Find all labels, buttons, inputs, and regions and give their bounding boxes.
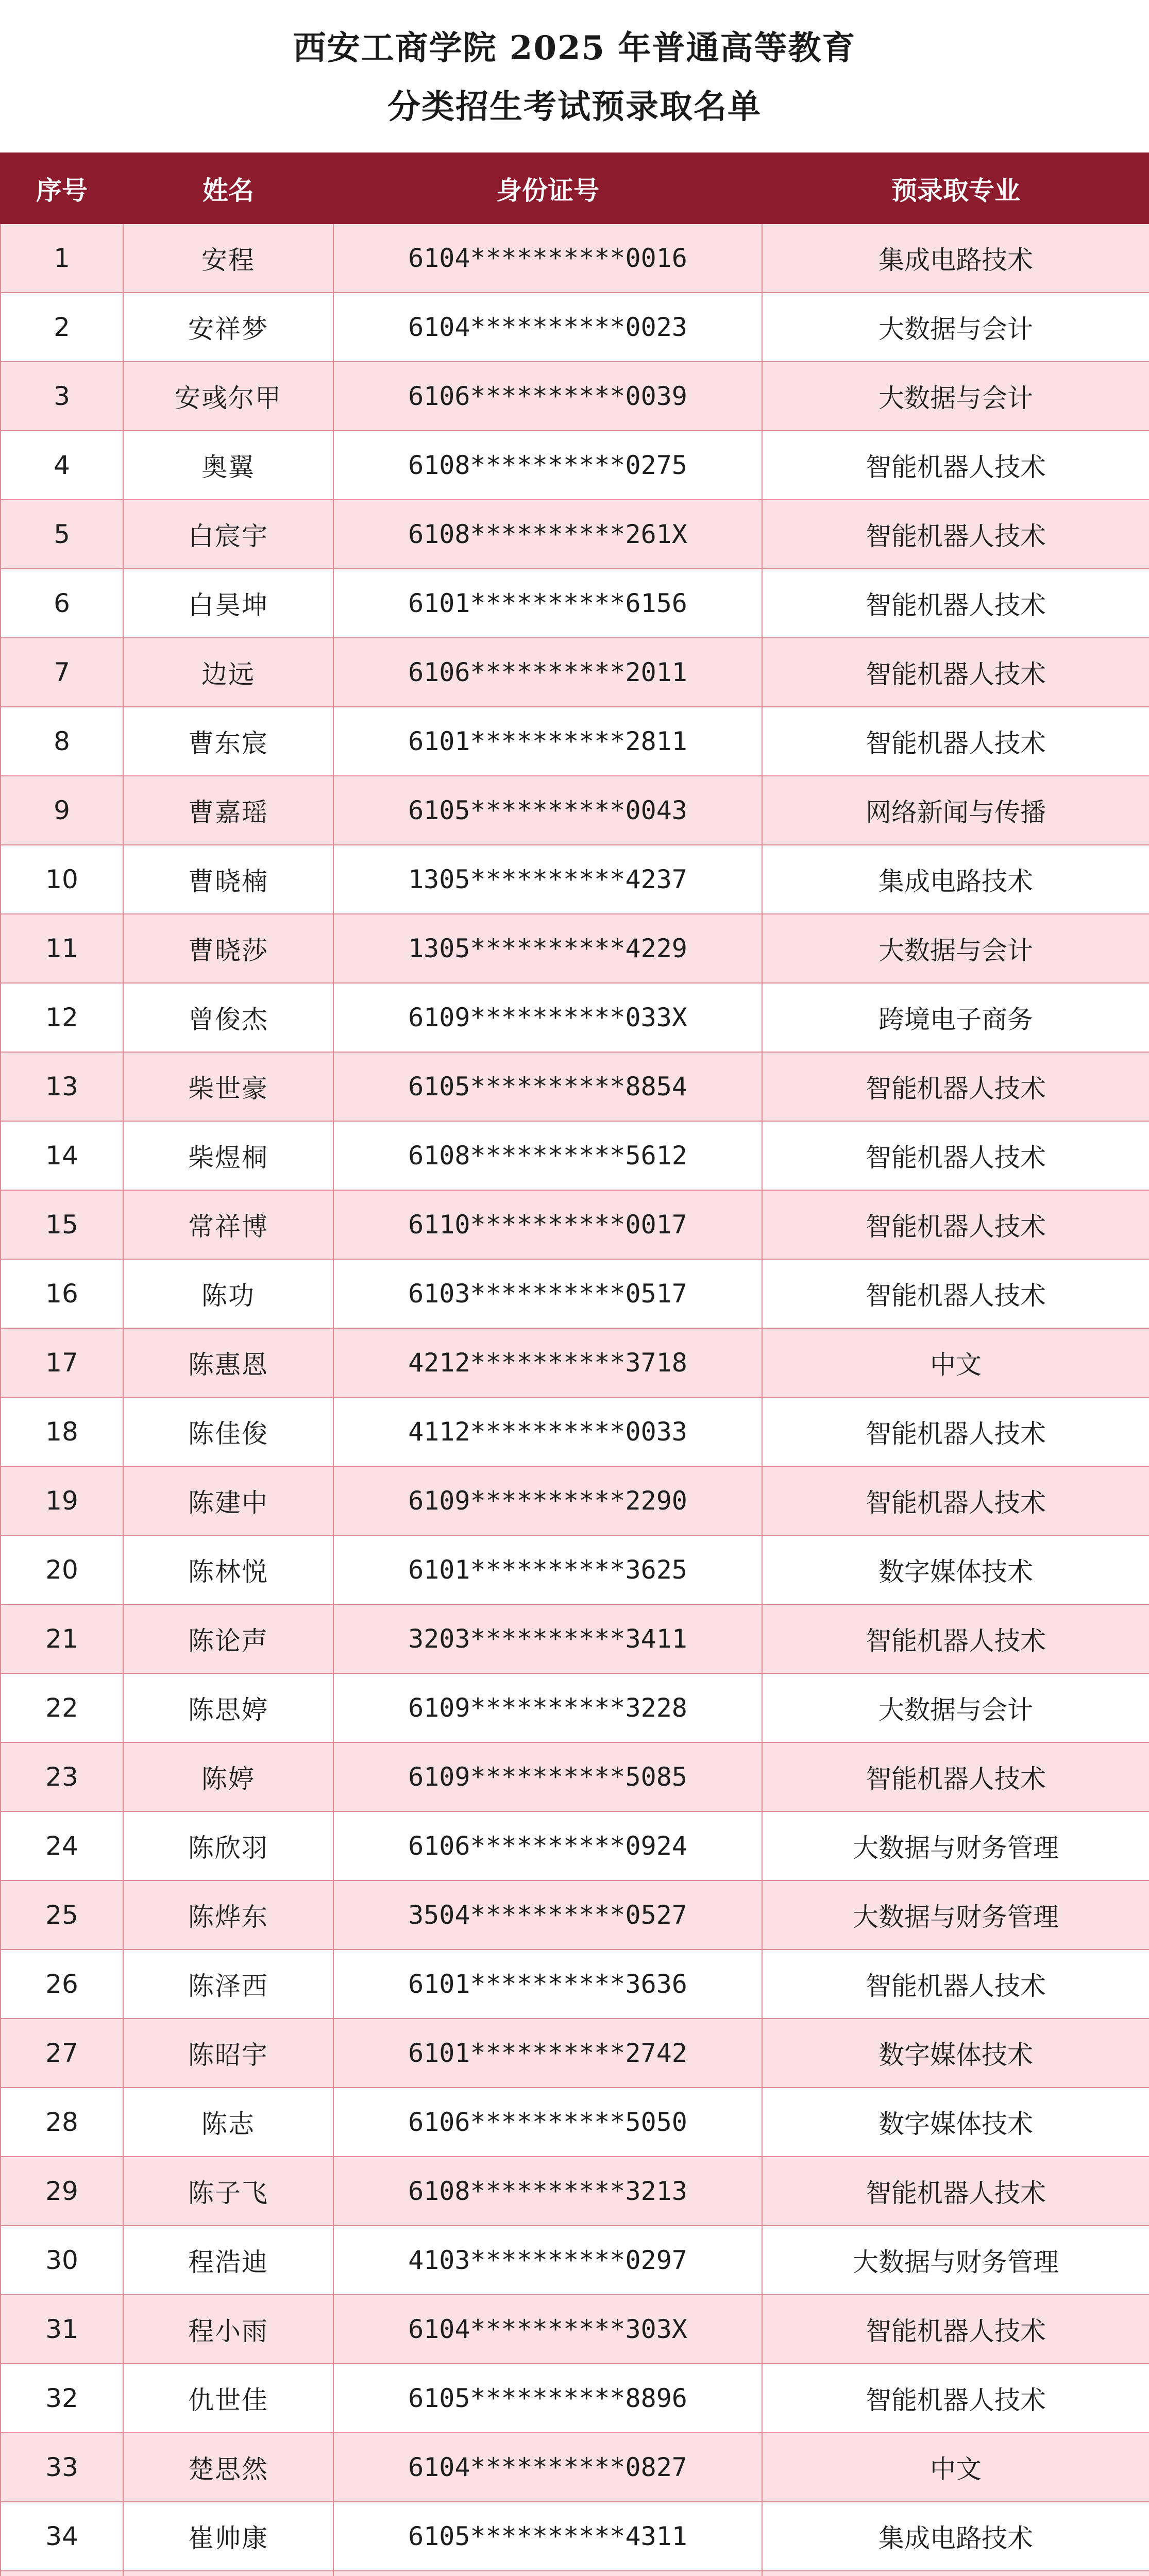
cell-name: 曾俊杰 <box>123 983 333 1052</box>
table-row <box>1 362 1149 431</box>
cell-major: 智能机器人技术 <box>762 2157 1149 2226</box>
cell-id-number <box>333 2571 762 2576</box>
cell-major: 数字媒体技术 <box>762 1535 1149 1604</box>
table-row <box>1 2226 1149 2295</box>
header-serial-number: 序号 <box>1 153 123 224</box>
table-row <box>1 2571 1149 2576</box>
table-row <box>1 1950 1149 2019</box>
table-row <box>1 914 1149 983</box>
cell-name: 楚思然 <box>123 2433 333 2502</box>
table-row <box>1 1397 1149 1466</box>
cell-id-number: 6108**********5612 <box>333 1121 762 1190</box>
cell-name: 陈惠恩 <box>123 1328 333 1397</box>
cell-id-number: 1305**********4229 <box>333 914 762 983</box>
cell-major: 智能机器人技术 <box>762 431 1149 500</box>
page-title-line-1: 西安工商学院 2025 年普通高等教育 <box>293 29 856 67</box>
cell-major: 智能机器人技术 <box>762 1742 1149 1811</box>
cell-serial-number: 12 <box>1 983 123 1052</box>
cell-name: 陈佳俊 <box>123 1397 333 1466</box>
table-row <box>1 500 1149 569</box>
cell-name: 曹嘉瑶 <box>123 776 333 845</box>
cell-serial-number: 34 <box>1 2502 123 2571</box>
cell-id-number: 6101**********2811 <box>333 707 762 776</box>
cell-id-number: 6109**********5085 <box>333 1742 762 1811</box>
cell-serial-number: 7 <box>1 638 123 707</box>
cell-major: 大数据与财务管理 <box>762 2226 1149 2295</box>
cell-major: 中文 <box>762 1328 1149 1397</box>
cell-name: 白宸宇 <box>123 500 333 569</box>
cell-name: 陈功 <box>123 1259 333 1328</box>
cell-name: 曹晓莎 <box>123 914 333 983</box>
cell-id-number: 6105**********8854 <box>333 1052 762 1121</box>
header-name: 姓名 <box>123 153 333 224</box>
title-block <box>0 0 1149 152</box>
table-row <box>1 2157 1149 2226</box>
cell-id-number: 6105**********0043 <box>333 776 762 845</box>
cell-major: 智能机器人技术 <box>762 500 1149 569</box>
cell-serial-number: 20 <box>1 1535 123 1604</box>
cell-name: 陈昭宇 <box>123 2019 333 2088</box>
cell-major: 智能机器人技术 <box>762 1052 1149 1121</box>
cell-serial-number: 26 <box>1 1950 123 2019</box>
cell-serial-number: 33 <box>1 2433 123 2502</box>
cell-major: 大数据与会计 <box>762 293 1149 362</box>
table-row <box>1 776 1149 845</box>
cell-serial-number: 4 <box>1 431 123 500</box>
table-row <box>1 1742 1149 1811</box>
cell-name: 崔帅康 <box>123 2502 333 2571</box>
cell-serial-number: 8 <box>1 707 123 776</box>
cell-name: 安祥梦 <box>123 293 333 362</box>
cell-name: 陈泽西 <box>123 1950 333 2019</box>
cell-major: 中文 <box>762 2433 1149 2502</box>
cell-id-number: 6104**********0023 <box>333 293 762 362</box>
table-row <box>1 983 1149 1052</box>
table-row <box>1 431 1149 500</box>
cell-id-number: 6101**********3625 <box>333 1535 762 1604</box>
cell-major: 智能机器人技术 <box>762 1121 1149 1190</box>
cell-serial-number <box>1 2571 123 2576</box>
cell-id-number: 6103**********0517 <box>333 1259 762 1328</box>
cell-major: 智能机器人技术 <box>762 1397 1149 1466</box>
table-row <box>1 638 1149 707</box>
cell-name: 陈婷 <box>123 1742 333 1811</box>
cell-name: 曹东宸 <box>123 707 333 776</box>
cell-major: 智能机器人技术 <box>762 2364 1149 2433</box>
cell-id-number: 6104**********0827 <box>333 2433 762 2502</box>
cell-major: 集成电路技术 <box>762 224 1149 293</box>
cell-name: 安彧尔甲 <box>123 362 333 431</box>
cell-major: 智能机器人技术 <box>762 707 1149 776</box>
cell-major: 集成电路技术 <box>762 2502 1149 2571</box>
cell-id-number: 6106**********0924 <box>333 1811 762 1880</box>
cell-serial-number: 11 <box>1 914 123 983</box>
cell-name: 陈思婷 <box>123 1673 333 1742</box>
table-row <box>1 1190 1149 1259</box>
cell-serial-number: 32 <box>1 2364 123 2433</box>
cell-name: 程浩迪 <box>123 2226 333 2295</box>
cell-major: 大数据与财务管理 <box>762 1811 1149 1880</box>
cell-name: 陈林悦 <box>123 1535 333 1604</box>
admission-table <box>0 152 1149 2576</box>
cell-serial-number: 10 <box>1 845 123 914</box>
cell-serial-number: 21 <box>1 1604 123 1673</box>
table-row <box>1 293 1149 362</box>
cell-major: 大数据与财务管理 <box>762 1880 1149 1950</box>
table-row <box>1 1052 1149 1121</box>
table-row <box>1 1811 1149 1880</box>
cell-id-number: 6110**********0017 <box>333 1190 762 1259</box>
cell-major: 智能机器人技术 <box>762 2295 1149 2364</box>
cell-name: 边远 <box>123 638 333 707</box>
cell-id-number: 6105**********4311 <box>333 2502 762 2571</box>
table-header-row <box>1 153 1149 224</box>
cell-name: 程小雨 <box>123 2295 333 2364</box>
cell-major: 智能机器人技术 <box>762 1259 1149 1328</box>
cell-id-number: 3203**********3411 <box>333 1604 762 1673</box>
cell-name: 柴世豪 <box>123 1052 333 1121</box>
cell-major: 智能机器人技术 <box>762 569 1149 638</box>
cell-major: 集成电路技术 <box>762 845 1149 914</box>
cell-id-number: 6106**********5050 <box>333 2088 762 2157</box>
cell-serial-number: 18 <box>1 1397 123 1466</box>
cell-id-number: 1305**********4237 <box>333 845 762 914</box>
cell-id-number: 6108**********0275 <box>333 431 762 500</box>
cell-id-number: 6109**********2290 <box>333 1466 762 1535</box>
cell-serial-number: 3 <box>1 362 123 431</box>
cell-name: 陈论声 <box>123 1604 333 1673</box>
cell-major: 大数据与会计 <box>762 914 1149 983</box>
cell-major: 大数据与会计 <box>762 362 1149 431</box>
cell-name: 陈志 <box>123 2088 333 2157</box>
cell-name: 常祥博 <box>123 1190 333 1259</box>
cell-id-number: 4103**********0297 <box>333 2226 762 2295</box>
cell-id-number: 3504**********0527 <box>333 1880 762 1950</box>
cell-name: 奥翼 <box>123 431 333 500</box>
header-id-number: 身份证号 <box>333 153 762 224</box>
cell-name: 陈欣羽 <box>123 1811 333 1880</box>
table-row <box>1 1121 1149 1190</box>
cell-serial-number: 2 <box>1 293 123 362</box>
cell-id-number: 6101**********3636 <box>333 1950 762 2019</box>
cell-name: 曹晓楠 <box>123 845 333 914</box>
table-row <box>1 1880 1149 1950</box>
cell-id-number: 6104**********303X <box>333 2295 762 2364</box>
cell-id-number: 4212**********3718 <box>333 1328 762 1397</box>
cell-serial-number: 6 <box>1 569 123 638</box>
cell-major: 智能机器人技术 <box>762 1190 1149 1259</box>
table-row <box>1 845 1149 914</box>
cell-serial-number: 28 <box>1 2088 123 2157</box>
cell-serial-number: 13 <box>1 1052 123 1121</box>
cell-major: 大数据与会计 <box>762 1673 1149 1742</box>
cell-major <box>762 2571 1149 2576</box>
cell-name: 陈建中 <box>123 1466 333 1535</box>
cell-name <box>123 2571 333 2576</box>
cell-name: 安程 <box>123 224 333 293</box>
table-row <box>1 2502 1149 2571</box>
table-row <box>1 1535 1149 1604</box>
cell-id-number: 6105**********8896 <box>333 2364 762 2433</box>
cell-id-number: 6108**********261X <box>333 500 762 569</box>
cell-id-number: 6109**********3228 <box>333 1673 762 1742</box>
page-title-line-2: 分类招生考试预录取名单 <box>387 88 762 126</box>
cell-major: 数字媒体技术 <box>762 2088 1149 2157</box>
header-major: 预录取专业 <box>762 153 1149 224</box>
cell-id-number: 6109**********033X <box>333 983 762 1052</box>
table-row <box>1 1673 1149 1742</box>
cell-serial-number: 23 <box>1 1742 123 1811</box>
cell-serial-number: 5 <box>1 500 123 569</box>
table-row <box>1 707 1149 776</box>
cell-serial-number: 24 <box>1 1811 123 1880</box>
cell-id-number: 6108**********3213 <box>333 2157 762 2226</box>
table-body <box>1 224 1149 2576</box>
table-row <box>1 1604 1149 1673</box>
cell-id-number: 6106**********0039 <box>333 362 762 431</box>
table-row <box>1 224 1149 293</box>
cell-serial-number: 22 <box>1 1673 123 1742</box>
cell-name: 陈子飞 <box>123 2157 333 2226</box>
cell-major: 跨境电子商务 <box>762 983 1149 1052</box>
cell-serial-number: 15 <box>1 1190 123 1259</box>
cell-serial-number: 31 <box>1 2295 123 2364</box>
table-row <box>1 2295 1149 2364</box>
table-row <box>1 2433 1149 2502</box>
cell-major: 智能机器人技术 <box>762 1466 1149 1535</box>
cell-major: 数字媒体技术 <box>762 2019 1149 2088</box>
table-row <box>1 1259 1149 1328</box>
cell-id-number: 6104**********0016 <box>333 224 762 293</box>
cell-id-number: 6106**********2011 <box>333 638 762 707</box>
table-row <box>1 2088 1149 2157</box>
cell-serial-number: 17 <box>1 1328 123 1397</box>
cell-name: 柴煜桐 <box>123 1121 333 1190</box>
table-row <box>1 2019 1149 2088</box>
cell-serial-number: 9 <box>1 776 123 845</box>
table-row <box>1 1328 1149 1397</box>
table-row <box>1 2364 1149 2433</box>
cell-name: 白昊坤 <box>123 569 333 638</box>
cell-major: 网络新闻与传播 <box>762 776 1149 845</box>
cell-name: 陈烨东 <box>123 1880 333 1950</box>
table-row <box>1 1466 1149 1535</box>
cell-id-number: 6101**********6156 <box>333 569 762 638</box>
cell-serial-number: 14 <box>1 1121 123 1190</box>
cell-major: 智能机器人技术 <box>762 1950 1149 2019</box>
cell-major: 智能机器人技术 <box>762 638 1149 707</box>
cell-serial-number: 27 <box>1 2019 123 2088</box>
cell-serial-number: 30 <box>1 2226 123 2295</box>
cell-serial-number: 25 <box>1 1880 123 1950</box>
cell-serial-number: 19 <box>1 1466 123 1535</box>
cell-id-number: 4112**********0033 <box>333 1397 762 1466</box>
cell-serial-number: 16 <box>1 1259 123 1328</box>
cell-serial-number: 1 <box>1 224 123 293</box>
cell-serial-number: 29 <box>1 2157 123 2226</box>
table-row <box>1 569 1149 638</box>
cell-major: 智能机器人技术 <box>762 1604 1149 1673</box>
cell-id-number: 6101**********2742 <box>333 2019 762 2088</box>
cell-name: 仇世佳 <box>123 2364 333 2433</box>
